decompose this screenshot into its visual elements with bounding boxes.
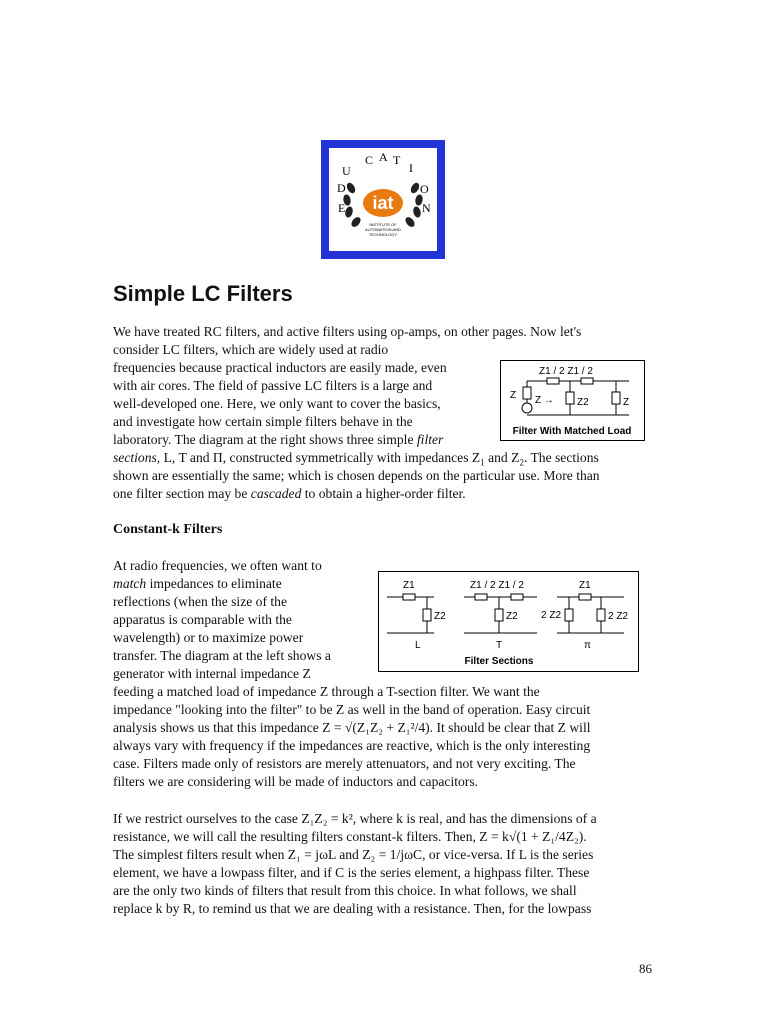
para1-line2: consider LC filters, which are widely used at radio [113, 342, 389, 357]
fig1-z2: Z2 [577, 397, 589, 408]
para2-line6: transfer. The diagram at the left shows a [113, 648, 331, 663]
figure-filter-sections [378, 571, 639, 672]
figure-matched-load [500, 360, 645, 441]
para1-line7 [113, 431, 443, 449]
para1-line8: sections, L, T and Π, constructed symmetrically with impedances $Z_1$ and $Z_2$. The sections [113, 450, 599, 468]
fig2-pi-z1: Z1 [579, 580, 591, 591]
para2-line12: case. Filters made only of resistors are merely attenuators, and not very exciting. The [113, 756, 576, 771]
fig2-pi-2z2-right: 2 Z2 [608, 611, 629, 622]
para2-line2-text: impedances to eliminate [146, 576, 282, 591]
logo-letter-t: T [393, 153, 401, 167]
para2-line9: impedance "looking into the filter" to be Z as well in the band of operation. Easy circuit [113, 702, 591, 717]
page-title: Simple LC Filters [113, 281, 293, 306]
para1-line5: well-developed one. Here, we only want to cover the basics, [113, 396, 441, 411]
para2-line2 [113, 575, 282, 593]
para1-line4: with air cores. The field of passive LC filters is a large and [113, 378, 433, 393]
logo-inner [329, 148, 437, 251]
logo-letter-c: C [365, 153, 374, 167]
para2-line5: wavelength) or to maximize power [113, 630, 304, 645]
para3-line6: replace k by R, to remind us that we are dealing with a resistance. Then, for the lowpass [113, 901, 592, 916]
matched-load-circuit [501, 361, 644, 440]
match-word: match [113, 576, 147, 591]
sections-word: sections [113, 450, 157, 465]
para1-line6: and investigate how certain simple filters behave in the [113, 414, 413, 429]
para2-line13: filters we are considering will be made of inductors and capacitors. [113, 774, 479, 789]
para3-line4: element, we have a lowpass filter, and if C is the series element, a highpass filter. These [113, 865, 590, 880]
logo-caption-2: AUTOMATION AND [365, 227, 401, 232]
para1-line10 [113, 485, 466, 503]
para1-line7-text: laboratory. The diagram at the right shows three simple [113, 432, 414, 447]
logo-letter-u: U [342, 164, 351, 178]
para3-line2: resistance, we will call the resulting filters constant-k filters. Then, Z = k√(1 + Z₁/4Z₂). [113, 829, 587, 844]
fig2-caption: Filter Sections [464, 656, 534, 667]
logo-letter-e: E [338, 201, 346, 215]
para2-line4: apparatus is comparable with the [113, 612, 292, 627]
para1-line8-text: , L, T and Π, constructed symmetrically with impedances Z [156, 450, 481, 465]
fig2-pi-2z2-left: 2 Z2 [541, 610, 562, 621]
fig2-name-l: L [415, 640, 421, 651]
para1-line3: frequencies because practical inductors are easily made, even [113, 360, 447, 375]
fig2-t-z2: Z2 [506, 611, 518, 622]
para1-line10-a: one filter section may be [113, 486, 251, 501]
para3-line3: The simplest filters result when Z₁ = jωL and Z₂ = 1/jωC, or vice-versa. If L is the series [113, 847, 594, 862]
filter-sections-circuit [379, 572, 638, 671]
logo-letter-d: D [337, 181, 346, 195]
logo-letter-i: I [409, 161, 413, 175]
filter-word: filter [416, 432, 444, 447]
fig1-z-arrow: Z → [535, 395, 554, 406]
para3-line1: If we restrict ourselves to the case Z₁Z₂ = k², where k is real, and has the dimensions of a [113, 811, 597, 826]
fig2-l-z2: Z2 [434, 611, 446, 622]
logo-caption-3: TECHNOLOGY [368, 232, 398, 237]
para2-line1: At radio frequencies, we often want to [113, 558, 322, 573]
para1-line9: shown are essentially the same; which is chosen depends on the particular use. More than [113, 468, 600, 483]
para1-line8-end: . The sections [523, 450, 599, 465]
logo-letter-n: N [422, 201, 431, 215]
fig2-name-t: T [496, 640, 503, 651]
fig2-t-top: Z1 / 2 Z1 / 2 [470, 580, 524, 591]
para2-line7: generator with internal impedance Z [113, 666, 311, 681]
para2-line10: analysis shows us that this impedance Z = √(Z₁Z₂ + Z₁²/4). It should be clear that Z will [113, 720, 591, 735]
fig1-z-left: Z [510, 390, 517, 401]
logo-brand: iat [372, 193, 394, 213]
fig1-z-right: Z [623, 397, 630, 408]
fig2-l-z1: Z1 [403, 580, 415, 591]
section-heading-constant-k: Constant-k Filters [113, 522, 223, 537]
logo-letter-o: O [420, 182, 429, 196]
cascaded-word: cascaded [250, 486, 302, 501]
logo-caption-1: INSTITUTE OF [369, 222, 397, 227]
para2-line3: reflections (when the size of the [113, 594, 288, 609]
para1-line1: We have treated RC filters, and active filters using op-amps, on other pages. Now let's [113, 324, 582, 339]
laurel-emblem-icon [329, 148, 437, 251]
fig2-name-pi: π [584, 640, 591, 651]
page-number: 86 [639, 961, 652, 976]
fig1-top-label: Z1 / 2 Z1 / 2 [539, 366, 593, 377]
para2-line8: feeding a matched load of impedance Z through a T-section filter. We want the [113, 684, 540, 699]
fig1-caption: Filter With Matched Load [512, 426, 632, 437]
and-z-text: and Z [484, 450, 520, 465]
para3-line5: are the only two kinds of filters that result from this choice. In what follows, we shall [113, 883, 577, 898]
para2-line11: always vary with frequency if the impedances are reactive, which is the only interesting [113, 738, 591, 753]
institute-logo [321, 140, 445, 259]
para1-line10-b: to obtain a higher-order filter. [301, 486, 466, 501]
logo-letter-a: A [379, 150, 388, 164]
